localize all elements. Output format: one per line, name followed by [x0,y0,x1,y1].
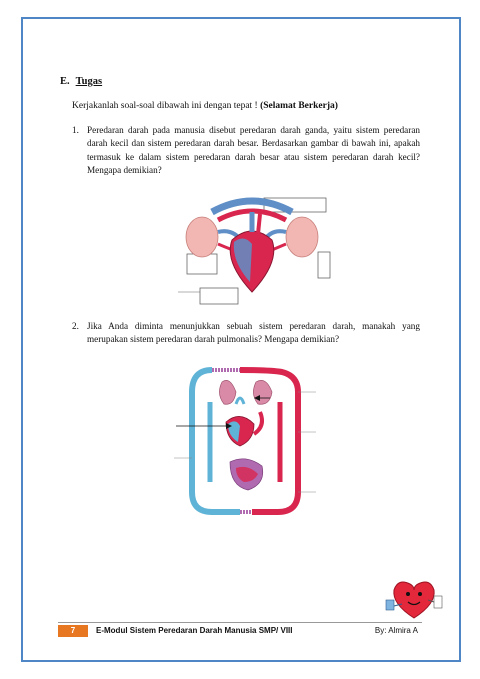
heart-lungs-diagram [172,192,332,312]
section-title: Tugas [75,76,103,87]
footer [58,622,422,636]
question-text: Peredaran darah pada manusia disebut peredaran darah ganda, yaitu sistem peredaran darah kecil dan sistem peredaran darah besar. Berdasarkan gambar di bawah ini, apakah termasuk ke dalam sistem peredaran darah besar atau sistem peredaran darah kecil? Mengapa demikian? [87,125,420,176]
lung [253,380,272,404]
intro-bold: (Selamat Berkerja) [260,101,338,111]
question-number: 2. [72,321,79,331]
question-2 [72,320,420,347]
footer-title: E-Modul Sistem Peredaran Darah Manusia SMP/ VIII [96,626,293,635]
page-number: 7 [58,625,88,637]
question-number: 1. [72,125,79,135]
heart-mascot-logo [384,574,444,622]
question-1 [72,124,420,178]
left-lung [186,217,218,257]
footer-divider [58,622,422,623]
label-box [200,288,238,304]
right-lung [286,217,318,257]
footer-author: By: Almira A [374,626,418,635]
double-circulation-diagram [170,362,322,522]
section-heading [60,76,102,87]
intro-text [72,101,338,111]
lung [219,380,236,404]
intro-plain: Kerjakanlah soal-soal dibawah ini dengan tepat ! [72,101,261,111]
question-text: Jika Anda diminta menunjukkan sebuah sistem peredaran darah, manakah yang merupakan sistem peredaran darah pulmonalis? Mengapa demikian? [87,321,420,345]
label-box [318,252,330,278]
section-letter: E. [60,76,70,87]
